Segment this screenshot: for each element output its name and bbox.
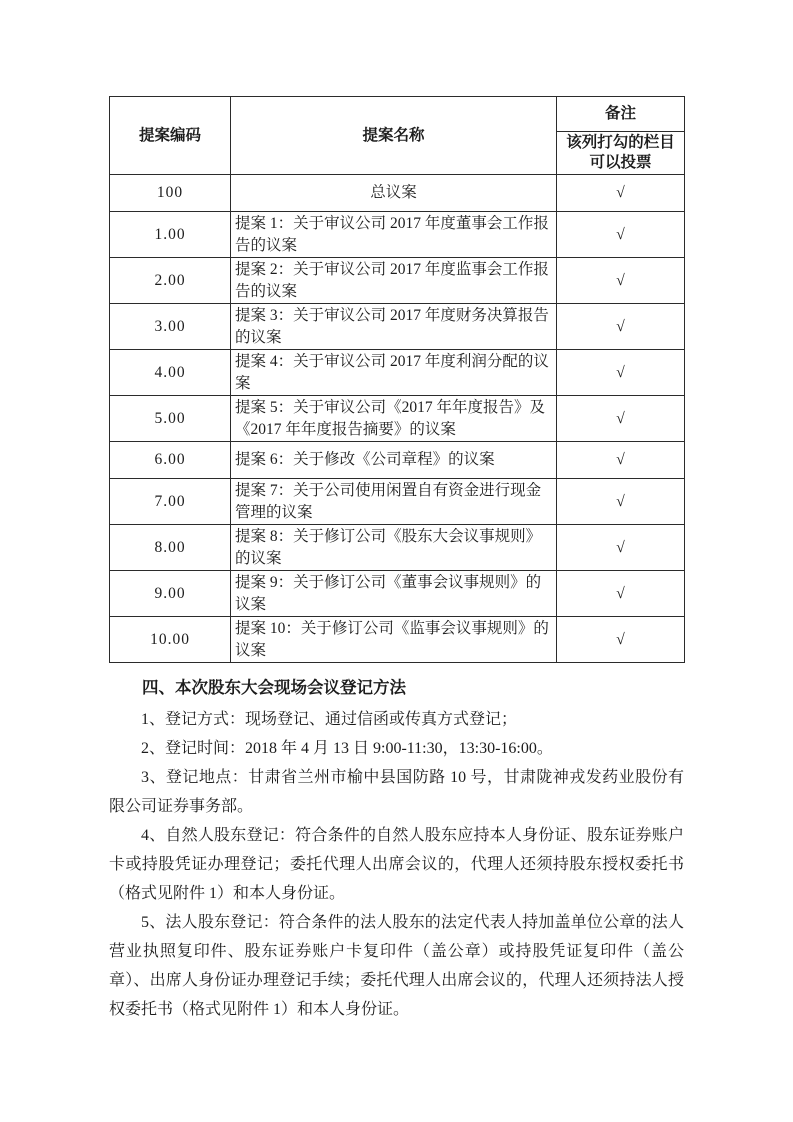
proposal-name: 提案 10：关于修订公司《监事会议事规则》的议案 [231,617,557,663]
vote-check-mark: √ [557,175,685,212]
proposal-name: 提案 5：关于审议公司《2017 年年度报告》及《2017 年年度报告摘要》的议案 [231,396,557,442]
proposal-name: 提案 3：关于审议公司 2017 年度财务决算报告的议案 [231,304,557,350]
proposal-code: 2.00 [110,258,231,304]
proposal-code: 100 [110,175,231,212]
vote-check-mark: √ [557,212,685,258]
proposal-code: 1.00 [110,212,231,258]
table-row [110,442,685,479]
vote-check-mark: √ [557,525,685,571]
paragraph-registration-time: 2、登记时间：2018 年 4 月 13 日 9:00-11:30，13:30-16:00。 [141,740,553,757]
proposal-name: 总议案 [231,175,557,212]
proposal-code: 10.00 [110,617,231,663]
vote-check-mark: √ [557,350,685,396]
table-row [110,525,685,571]
proposal-code: 8.00 [110,525,231,571]
vote-check-mark: √ [557,479,685,525]
document-content [109,96,684,1024]
table-row [110,479,685,525]
remark-note: 该列打勾的栏目可以投票 [557,132,685,175]
table-row [110,175,685,212]
proposal-code: 3.00 [110,304,231,350]
table-row [110,396,685,442]
paragraph-legal-person-registration: 5、法人股东登记：符合条件的法人股东的法定代表人持加盖单位公章的法人营业执照复印件、股东证券账户卡复印件（盖公章）或持股凭证复印件（盖公章）、出席人身份证办理登记手续；委托代理人出席会议的，代理人还须持法人授权委托书（格式见附件 1）和本人身份证。 [109,914,684,1018]
proposal-table [109,96,685,663]
paragraph-natural-person-registration: 4、自然人股东登记：符合条件的自然人股东应持本人身份证、股东证券账户卡或持股凭证办理登记；委托代理人出席会议的，代理人还须持股东授权委托书（格式见附件 1）和本人身份证。 [109,827,684,902]
table-header-row [110,97,685,132]
vote-check-mark: √ [557,396,685,442]
vote-check-mark: √ [557,442,685,479]
proposal-name: 提案 4：关于审议公司 2017 年度利润分配的议案 [231,350,557,396]
proposal-name: 提案 9：关于修订公司《董事会议事规则》的议案 [231,571,557,617]
table-row [110,350,685,396]
proposal-name: 提案 7：关于公司使用闲置自有资金进行现金管理的议案 [231,479,557,525]
section-title: 四、本次股东大会现场会议登记方法 [142,678,406,697]
proposal-name: 提案 6：关于修改《公司章程》的议案 [231,442,557,479]
vote-check-mark: √ [557,258,685,304]
proposal-code: 7.00 [110,479,231,525]
proposal-name: 提案 1：关于审议公司 2017 年度董事会工作报告的议案 [231,212,557,258]
proposal-name: 提案 2：关于审议公司 2017 年度监事会工作报告的议案 [231,258,557,304]
proposal-code: 4.00 [110,350,231,396]
table-row [110,212,685,258]
proposal-code: 6.00 [110,442,231,479]
col-header-remark: 备注 [557,97,685,132]
table-row [110,617,685,663]
proposal-code: 9.00 [110,571,231,617]
table-row [110,571,685,617]
paragraph-registration-place: 3、登记地点：甘肃省兰州市榆中县国防路 10 号，甘肃陇神戎发药业股份有限公司证券事务部。 [109,769,684,815]
table-row [110,258,685,304]
col-header-proposal-name: 提案名称 [231,97,557,175]
paragraph-registration-method: 1、登记方式：现场登记、通过信函或传真方式登记； [141,711,518,728]
table-row [110,304,685,350]
col-header-proposal-code: 提案编码 [110,97,231,175]
vote-check-mark: √ [557,617,685,663]
vote-check-mark: √ [557,571,685,617]
proposal-code: 5.00 [110,396,231,442]
proposal-name: 提案 8：关于修订公司《股东大会议事规则》的议案 [231,525,557,571]
vote-check-mark: √ [557,304,685,350]
